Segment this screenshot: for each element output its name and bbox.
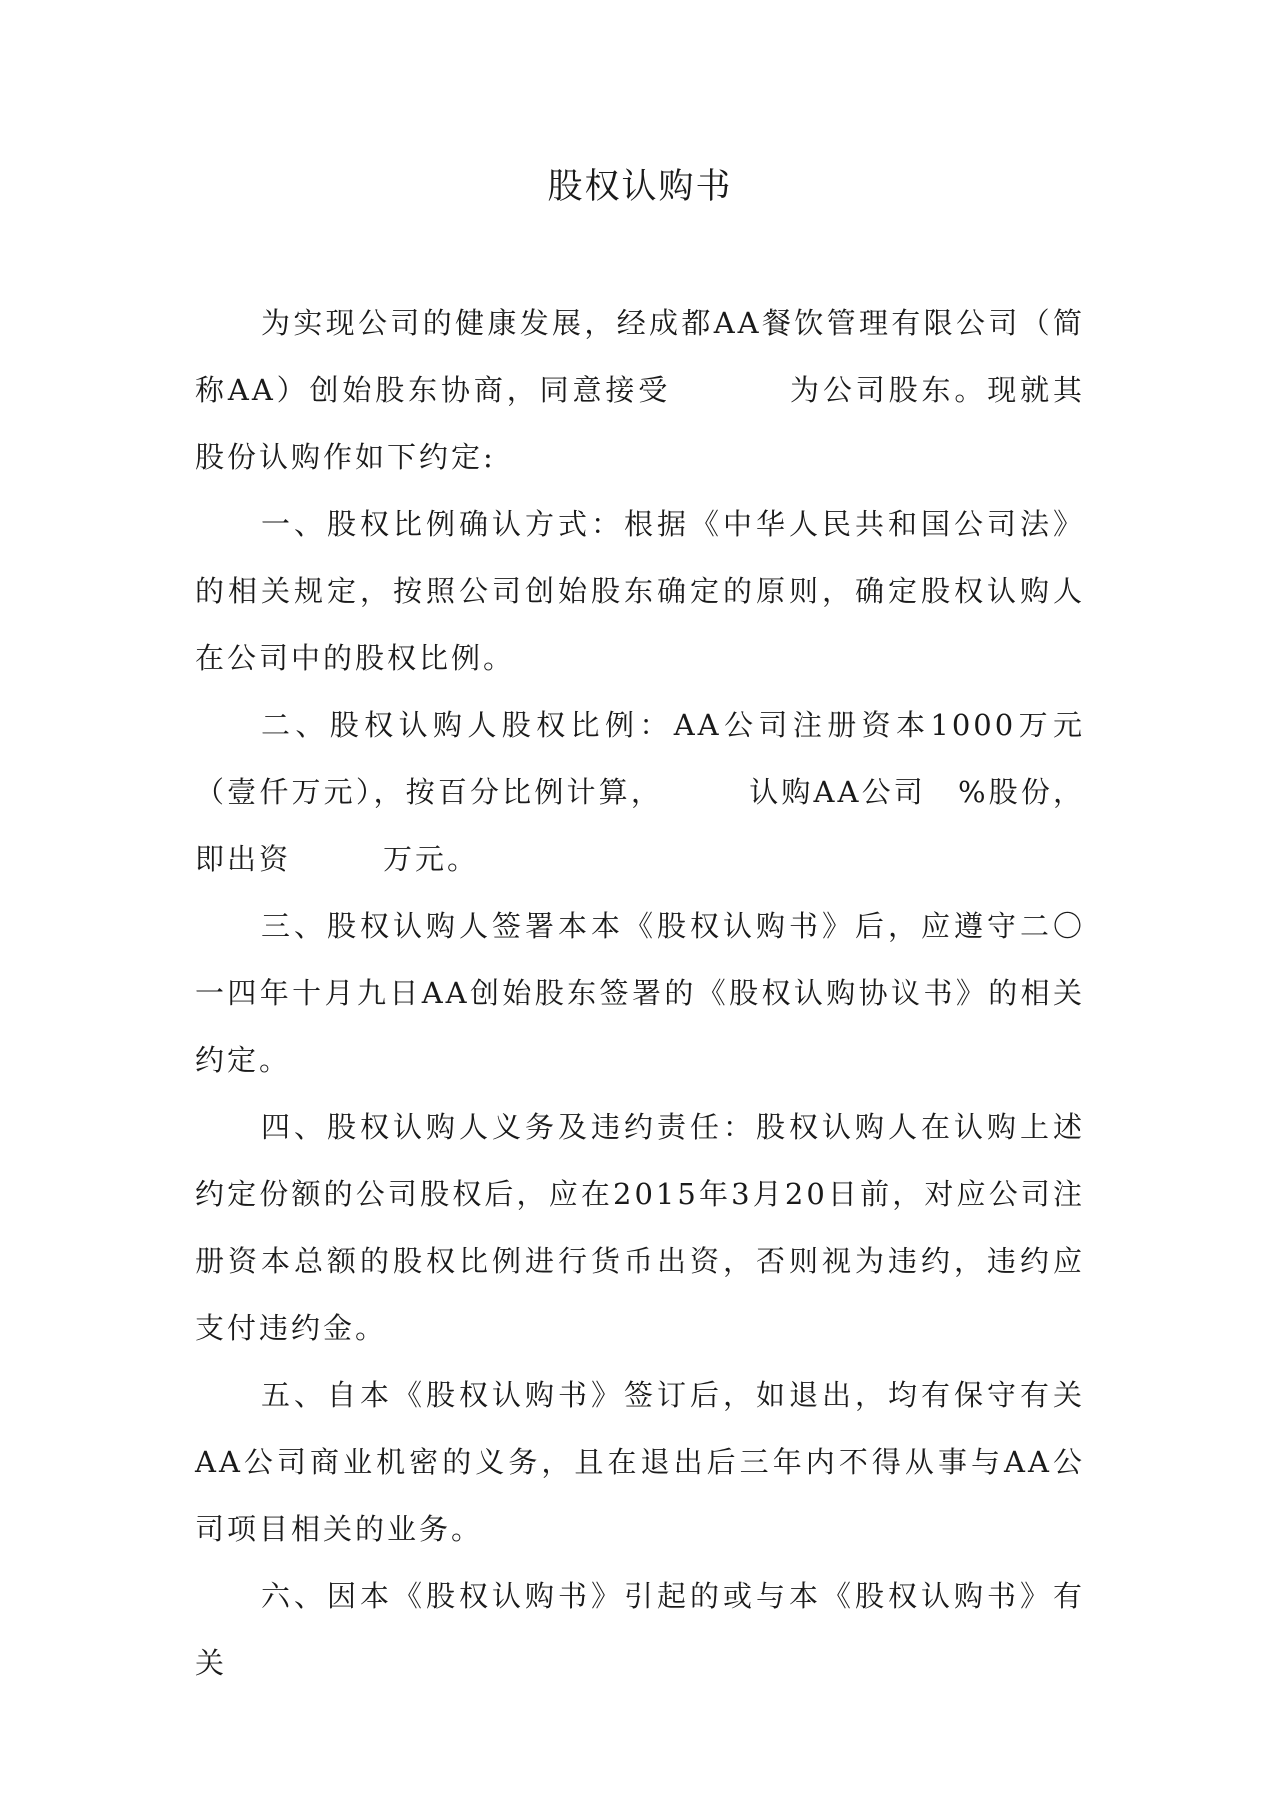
clause-2-text-b: 认购AA公司 bbox=[749, 775, 926, 809]
intro-text-b: 为公司股东。现就其股份认购作如下约定: bbox=[195, 373, 1085, 474]
clause-2-text-a: 二、股权认购人股权比例：AA公司注册资本1000万元（壹仟万元），按百分比例计算， bbox=[195, 708, 1085, 809]
clause-2 bbox=[195, 692, 1085, 893]
intro-paragraph bbox=[195, 290, 1085, 491]
document-title: 股权认购书 bbox=[547, 167, 733, 207]
clause-4: 四、股权认购人义务及违约责任：股权认购人在认购上述约定份额的公司股权后，应在2015年3月20日前，对应公司注册资本总额的股权比例进行货币出资，否则视为违约，违约应支付违约金。 bbox=[195, 1110, 1085, 1345]
clause-2-text-d: 万元。 bbox=[383, 842, 480, 876]
clause-2-text-c: %股份，即出资 bbox=[195, 775, 1085, 876]
document-body bbox=[195, 290, 1085, 1697]
clause-6: 六、因本《股权认购书》引起的或与本《股权认购书》有关 bbox=[195, 1579, 1085, 1680]
clause-3: 三、股权认购人签署本本《股权认购书》后，应遵守二〇一四年十月九日AA创始股东签署的《股权认购协议书》的相关约定。 bbox=[195, 909, 1085, 1077]
intro-text-a: 为实现公司的健康发展，经成都AA餐饮管理有限公司（简称AA）创始股东协商，同意接受 bbox=[195, 306, 1085, 407]
clause-1: 一、股权比例确认方式：根据《中华人民共和国公司法》的相关规定，按照公司创始股东确定的原则，确定股权认购人在公司中的股权比例。 bbox=[195, 507, 1085, 675]
clause-5: 五、自本《股权认购书》签订后，如退出，均有保守有关AA公司商业机密的义务，且在退出后三年内不得从事与AA公司项目相关的业务。 bbox=[195, 1378, 1085, 1546]
